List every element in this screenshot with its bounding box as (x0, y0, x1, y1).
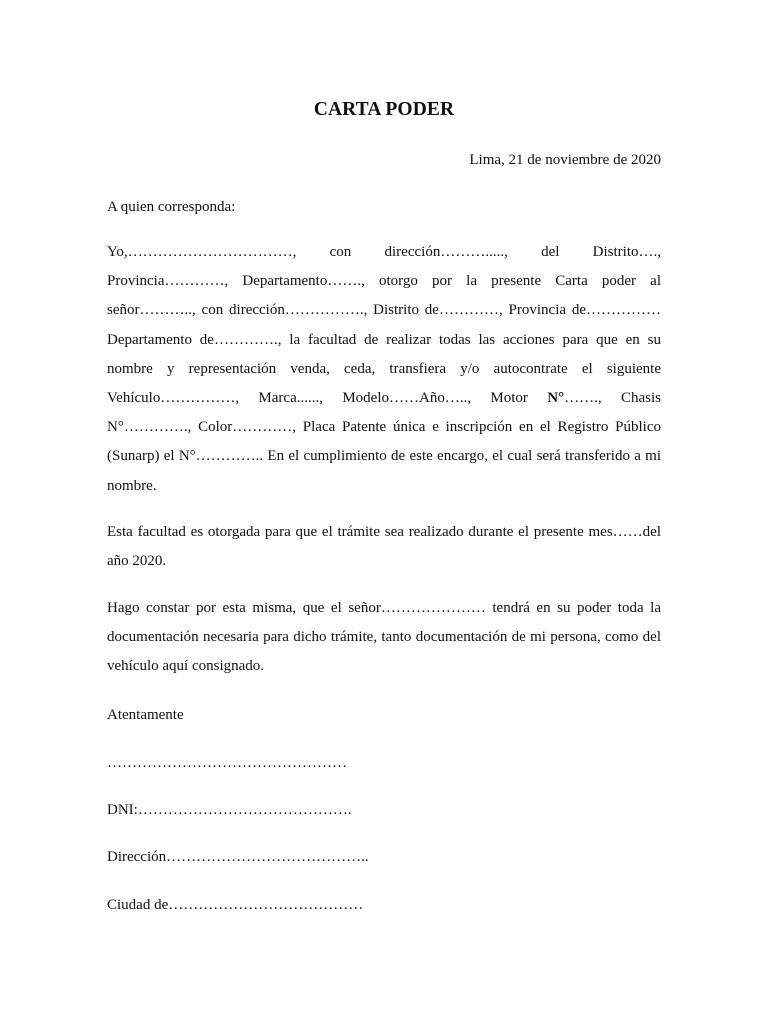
salutation: A quien corresponda: (107, 199, 236, 215)
dni-line: DNI:……………………………………. (107, 802, 352, 818)
signature-line: ………………………………………… (107, 755, 347, 771)
paragraph-power-details-part-b: ……., Chasis N°…………., Color…………, Placa Patente única e inscripción en el Registro Público (Sunarp) el N°………….. En el cumplimiento de este encargo, el cual será transferido a mi nombre. (107, 390, 661, 494)
closing-text: Atentamente (107, 707, 184, 723)
date-line: Lima, 21 de noviembre de 2020 (469, 152, 661, 168)
paragraph-term: Esta facultad es otorgada para que el trámite sea realizado durante el presente mes……del año 2020. (107, 524, 661, 570)
paragraph-documentation: Hago constar por esta misma, que el señor………………… tendrá en su poder toda la documentación necesaria para dicho trámite, tanto documentación de mi persona, como del vehículo aquí consignado. (107, 600, 661, 675)
motor-number-label: N° (547, 390, 565, 407)
paragraph-power-details (107, 238, 661, 501)
address-line: Dirección………………………………….. (107, 849, 369, 865)
document-title: CARTA PODER (313, 99, 455, 120)
paragraph-power-details-part-a: Yo,……………………………, con dirección………....., del Distrito…., Provincia…………, Departamento……., otorgo por la presente Carta poder al señor……….., con dirección……………., Distrito de…………, Provincia de…………… Departamento de…………., la facultad de realizar todas las acciones para que en su nombre y representación venda, ceda, transfiera y/o autocontrate el siguiente Vehículo……………, Marca......, Modelo……Año….., Motor (107, 244, 661, 407)
city-line: Ciudad de………………………………… (107, 897, 364, 913)
